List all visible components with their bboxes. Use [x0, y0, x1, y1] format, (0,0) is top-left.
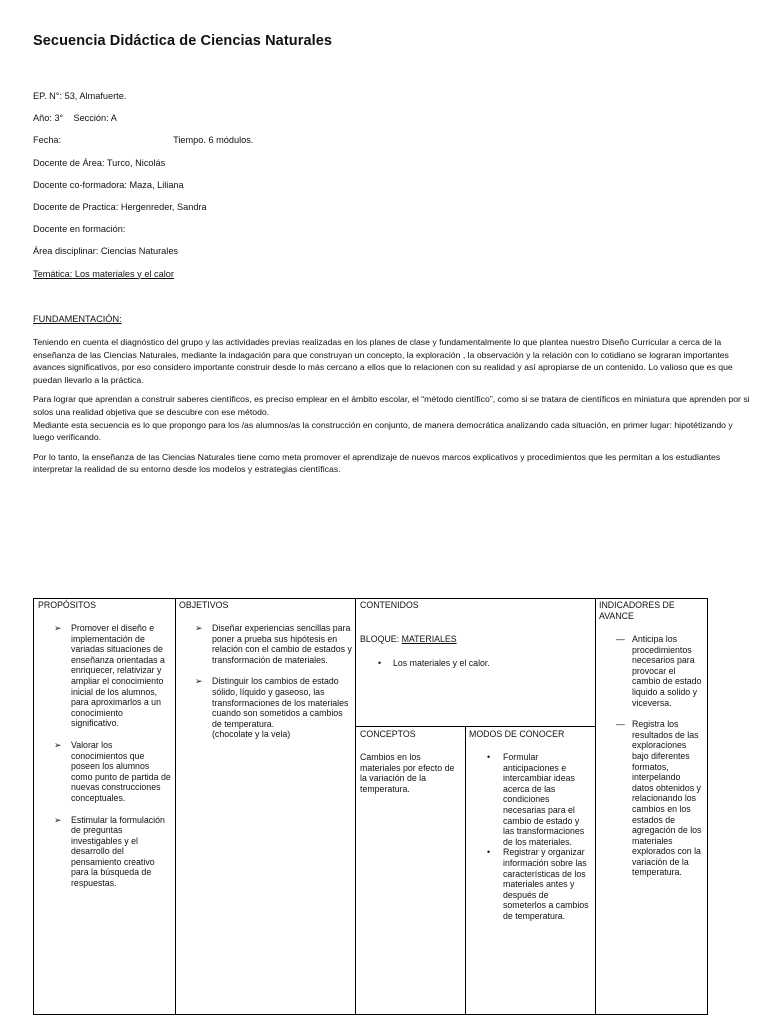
area-teacher-line: Docente de Área: Turco, Nicolás	[33, 157, 166, 168]
bloque-label: BLOQUE:	[360, 634, 400, 644]
objetivos-header: OBJETIVOS	[179, 600, 229, 610]
contenido-text: Los materiales y el calor.	[393, 658, 490, 668]
objetivo-text: Distinguir los cambios de estado sólido, líquido y gaseoso, las transformaciones de los materiales cuando son sometidos a cambios de temperatura.	[212, 676, 349, 729]
arrow-bullet-icon: ➢	[195, 623, 203, 633]
coformadora-line: Docente co-formadora: Maza, Liliana	[33, 179, 184, 190]
indicador-text: Registra los resultados de las exploraciones bajo diferentes formatos, interpelando datos obtenidos y relacionando los cambios en los estados de agregación de los materiales explorados con la variación de la temperatura.	[632, 719, 702, 878]
modo-text: Registrar y organizar información sobre las características de los materiales antes y después de someterlos a cambios de temperatura.	[503, 847, 589, 921]
document-title: Secuencia Didáctica de Ciencias Naturales	[33, 33, 333, 49]
fundamentacion-paragraph: Para lograr que aprendan a construir saberes científicos, es preciso emplear en el ámbito escolar, el “método científico”, como si se tratara de científicos en miniatura que aprenden por si solos una realidad objetiva que se descubre con ese método.	[33, 394, 750, 417]
date-label: Fecha:	[33, 135, 62, 146]
fundamentacion-paragraph: Mediante esta secuencia es lo que propongo para los /as alumnos/as la construcción en conjunto, de manera democrática analizando cada situación, en primer lugar: hipotétizando y luego verificando.	[33, 419, 733, 443]
planning-table	[33, 598, 708, 1015]
arrow-bullet-icon: ➢	[54, 739, 62, 750]
arrow-bullet-icon: ➢	[54, 814, 62, 825]
list-item	[54, 814, 171, 889]
list-item	[54, 623, 171, 729]
modos-list	[487, 752, 591, 922]
propositos-list	[54, 623, 171, 889]
indicador-text: Anticipa los procedimientos necesarios para provocar el cambio de estado liquido a solido y viceversa.	[632, 634, 702, 708]
fundamentacion-paragraph: Teniendo en cuenta el diagnóstico del grupo y las actividades previas realizadas en los planes de clase y fundamentalmente lo que plantea nuestro Diseño Curricular a cerca de la enseñanza de las Ciencias Naturales, mediante la indagación para que construyan un concepto, la exploración , la observación y la relación con lo cotidiano se lograran importantes avances significativos, por eso considero importante construir desde lo más cercano a ellos que lo relacionen con su realidad y así apropiarse de un contenido. Lo valioso que es que puedan llevarlo a la práctica.	[33, 337, 733, 385]
arrow-bullet-icon: ➢	[54, 623, 62, 633]
proposito-text: Estimular la formulación de preguntas investigables y el desarrollo del pensamiento creativo para la búsqueda de respuestas.	[71, 814, 165, 889]
fundamentacion-paragraph: Por lo tanto, la enseñanza de las Ciencias Naturales tiene como meta promover el aprendizaje de nuevos marcos explicativos y procedimientos que les permitan a los estudiantes interpretar la realidad de su entorno desde los modelos y estrategias científicas.	[33, 451, 721, 475]
list-item	[487, 847, 591, 921]
list-item	[616, 719, 704, 878]
fundamentacion-body	[33, 336, 755, 483]
column-divider	[175, 599, 176, 1014]
trainee-teacher-line: Docente en formación:	[33, 224, 126, 235]
bloque-line	[360, 634, 457, 645]
practice-teacher-line: Docente de Practica: Hergenreder, Sandra	[33, 201, 207, 212]
fundamentacion-heading: FUNDAMENTACIÓN:	[33, 314, 122, 324]
list-item	[487, 752, 591, 847]
list-item	[195, 623, 352, 665]
time-label: Tiempo. 6 módulos.	[173, 135, 254, 146]
conceptos-text: Cambios en los materiales por efecto de la variación de la temperatura.	[360, 752, 455, 794]
bloque-value: MATERIALES	[401, 634, 457, 644]
column-divider	[465, 726, 466, 1014]
topic-value: Los materiales y el calor	[72, 268, 174, 279]
dash-bullet-icon: —	[616, 634, 625, 644]
list-item	[54, 739, 171, 804]
topic-label: Temática:	[33, 268, 73, 279]
year-section-line: Año: 3° Sección: A	[33, 113, 117, 124]
proposito-text: Promover el diseño e implementación de variadas situaciones de enseñanza orientadas a enriquecer, relativizar y ampliar el conocimiento inicial de los alumnos, para aproximarlos a un conocimiento significativo.	[71, 623, 165, 729]
contenidos-header: CONTENIDOS	[360, 600, 419, 610]
objetivo-note: (chocolate y la vela)	[212, 729, 291, 740]
propositos-header: PROPÓSITOS	[38, 600, 97, 610]
conceptos-header: CONCEPTOS	[360, 729, 416, 739]
contenidos-list	[378, 658, 588, 669]
info-block	[33, 90, 253, 290]
date-time-line	[33, 134, 253, 156]
row-divider	[355, 726, 595, 727]
list-item	[195, 676, 352, 740]
indicadores-list	[616, 634, 704, 878]
dash-bullet-icon: —	[616, 719, 625, 730]
bullet-icon: •	[378, 658, 382, 668]
bullet-icon: •	[487, 847, 491, 858]
school-line: EP. N°: 53, Almafuerte.	[33, 91, 127, 101]
modos-header: MODOS DE CONOCER	[469, 729, 565, 739]
bullet-icon: •	[487, 752, 491, 762]
list-item	[378, 658, 588, 669]
modo-text: Formular anticipaciones e intercambiar ideas acerca de las condiciones necesarias para el cambio de estado y las transformaciones de los materiales.	[503, 752, 585, 847]
topic-line	[33, 268, 253, 290]
indicadores-header: INDICADORES DE AVANCE	[599, 600, 675, 621]
column-divider	[355, 599, 356, 1014]
proposito-text: Valorar los conocimientos que poseen los alumnos como punto de partida de nuevas construcciones conceptuales.	[71, 739, 171, 803]
list-item	[616, 634, 704, 708]
arrow-bullet-icon: ➢	[195, 676, 203, 687]
objetivos-list	[195, 623, 352, 740]
discipline-line: Área disciplinar: Ciencias Naturales	[33, 246, 179, 257]
objetivo-text: Diseñar experiencias sencillas para poner a prueba sus hipótesis en relación con el cambio de estados y transformación de materiales.	[212, 623, 352, 665]
column-divider	[595, 599, 596, 1014]
